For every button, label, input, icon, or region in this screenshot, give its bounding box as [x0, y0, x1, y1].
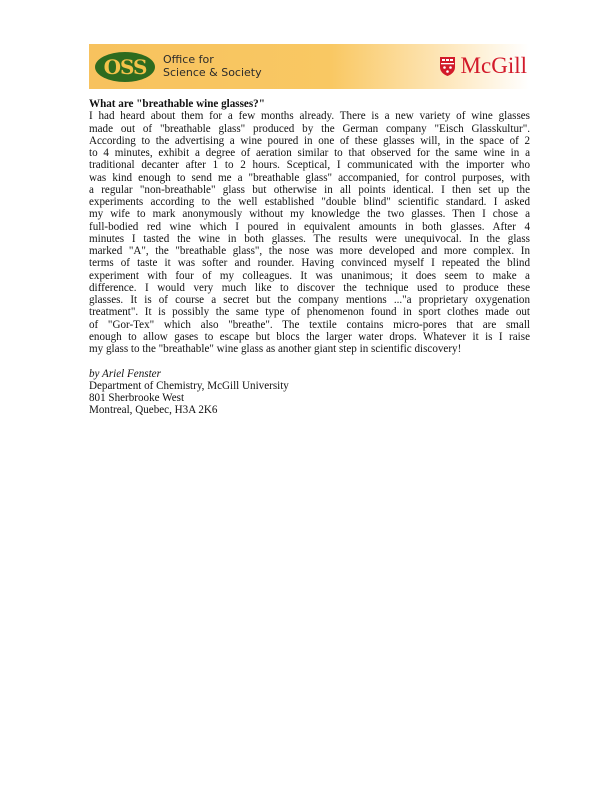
org-name [163, 53, 262, 79]
body-line: to 4 minutes, exhibit a degree of aeration similar to that observed for the same wine in a [89, 147, 530, 159]
article [89, 98, 530, 417]
body-line: traditional decanter after 1 to 2 hours. Sceptical, I communicated with the importer who [89, 159, 530, 172]
body-line: my wife to mark anonymously without my knowledge the two glasses. Then I chose a [89, 208, 530, 221]
body-line: marked "A", the "breathable glass", the nose was more developed and more complex. In [89, 245, 530, 257]
mcgill-crest-icon [440, 57, 455, 76]
body-line: my glass to the "breathable" wine glass as another giant step in scientific discovery! [89, 343, 462, 355]
mcgill-logo [440, 53, 527, 79]
header-banner [89, 44, 529, 89]
byline: by Ariel Fenster [89, 367, 161, 380]
body-line: treatment". It is possibly the same type of phenomenon found in sport clothes made out [89, 306, 530, 319]
oss-logo: OSS [95, 52, 155, 82]
org-name-line2: Science & Society [163, 66, 262, 79]
mcgill-wordmark: McGill [460, 53, 527, 78]
body-line: enough to allow gases to escape but blocs the larger water drops. Whatever it is I raise [89, 330, 530, 343]
body-line: terms of taste it was softer and rounder. Having convinced myself I repeated the blind [89, 257, 530, 270]
body-line: full-bodied red wine which I poured in equivalent amounts in both glasses. After 4 [89, 220, 530, 233]
body-line: made out of "breathable glass" produced by the German company "Eisch Glasskultur". [89, 122, 530, 135]
article-title: What are "breathable wine glasses?" [89, 98, 265, 110]
affiliation: Department of Chemistry, McGill University [89, 379, 289, 392]
body-line: difference. I would very much like to discover the technique used to produce these [89, 281, 530, 294]
body-line: experiment with four of my colleagues. It was unanimous; it does seem to make a [89, 269, 530, 282]
body-line: experiments according to the well established "double blind" scientific standard. I asked [89, 196, 530, 208]
body-line: According to the advertising a wine poured in one of these glasses will, in the space of 2 [89, 134, 530, 147]
article-body [89, 110, 530, 355]
body-line: a regular "non-breathable" glass but otherwise in all points identical. I then set up the [89, 183, 530, 196]
address-line-2: Montreal, Quebec, H3A 2K6 [89, 404, 218, 417]
body-line: I had heard about them for a few months already. There is a new variety of wine glasses [89, 110, 530, 123]
address-line-1: 801 Sherbrooke West [89, 392, 185, 404]
body-line: minutes I tasted the wine in both glasses. The results were unequivocal. In the glass [89, 232, 530, 245]
body-line: glasses. It is of course a secret but the company mentions ..."a proprietary oxygenation [89, 294, 530, 306]
body-line: of "Gor-Tex" which also "breathe". The textile contains micro-pores that are small [89, 318, 530, 331]
org-name-line1: Office for [163, 53, 214, 66]
body-line: was kind enough to send me a "breathable glass" accompanied, for control purposes, with [89, 171, 530, 184]
